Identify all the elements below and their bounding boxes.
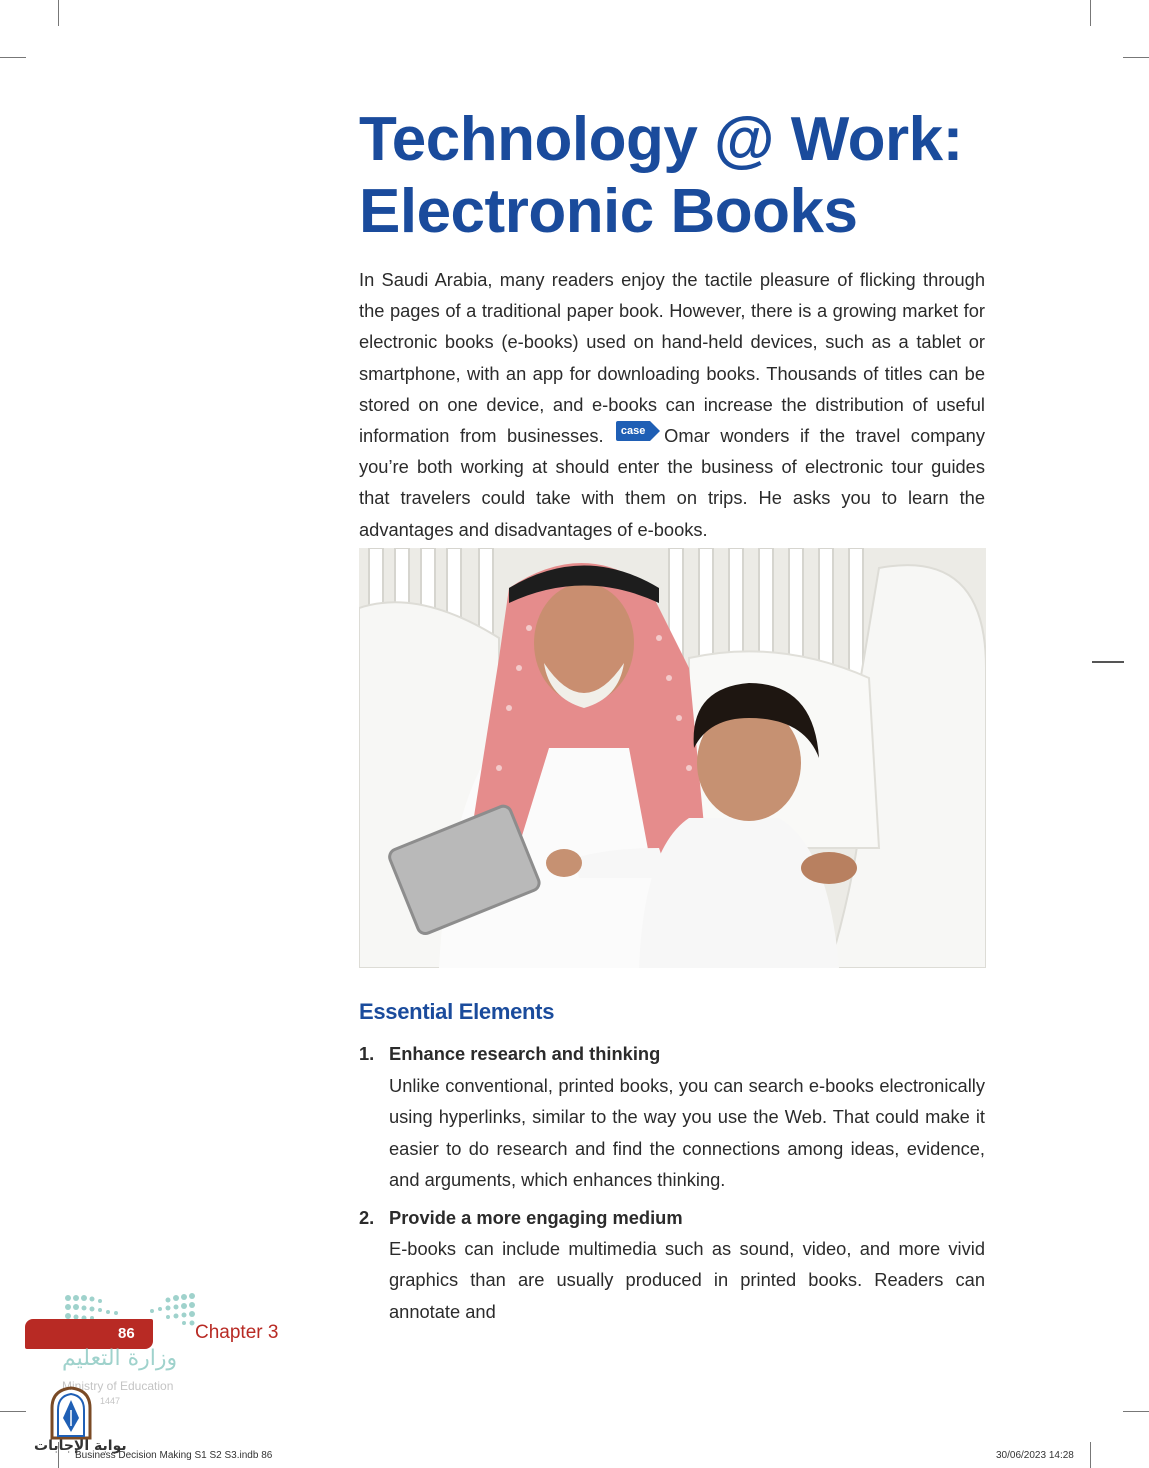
chapter-label: Chapter 3 bbox=[195, 1322, 279, 1343]
footer-file-info: Business Decision Making S1 S2 S3.indb 86 bbox=[75, 1450, 273, 1461]
photo-grandfather-and-child-with-tablet bbox=[359, 548, 986, 968]
list-item-body: Unlike conventional, printed books, you can search e-books electronically using hyperlinks, similar to the way you use the Web. That could make it easier to do research and find the connections among ideas, evidence, and arguments, which enhances thinking. bbox=[389, 1075, 985, 1191]
intro-text-before: In Saudi Arabia, many readers enjoy the tactile pleasure of flicking through the pages of a traditional paper book. However, there is a growing market for electronic books (e-books) used on hand-held devices, such as a tablet or smartphone, with an app for downloading books. Thousands of titles can be stored on one device, and e-books can increase the distribution of useful information from businesses. bbox=[359, 269, 985, 447]
list-item-title-text: Provide a more engaging medium bbox=[389, 1207, 683, 1228]
ministry-english-name: Ministry of Education bbox=[62, 1379, 174, 1393]
footer-date: 30/06/2023 14:28 bbox=[996, 1450, 1074, 1461]
crop-mark bbox=[1090, 1442, 1091, 1468]
intro-text-after: Omar wonders if the travel company you’re both working at should enter the business of electronic tour guides that travelers could take with them on trips. He asks you to learn the advantages and disadvantages of e-books. bbox=[359, 425, 985, 540]
crop-mark bbox=[0, 57, 26, 58]
title-line-2: Electronic Books bbox=[359, 177, 858, 246]
portal-label: بوابة الإجابات bbox=[34, 1438, 127, 1454]
section-heading: Essential Elements bbox=[359, 999, 555, 1024]
crop-mark bbox=[0, 1411, 26, 1412]
case-arrow-tip bbox=[650, 421, 660, 441]
list-item-body: E-books can include multimedia such as sound, video, and more vivid graphics than are usually produced in printed books. Readers can annotate and bbox=[389, 1238, 985, 1322]
crop-mark bbox=[1090, 0, 1091, 26]
case-arrow-icon bbox=[616, 421, 660, 441]
ministry-arabic-name: وزارة التعليم bbox=[62, 1346, 178, 1371]
page-number: 86 bbox=[118, 1325, 135, 1342]
photo-illustration bbox=[359, 548, 986, 968]
crop-mark bbox=[1123, 1411, 1149, 1412]
list-item-number: 2. bbox=[359, 1207, 375, 1228]
list-item-title bbox=[359, 1207, 683, 1229]
crop-mark bbox=[1092, 661, 1124, 663]
list-item-title bbox=[359, 1043, 660, 1065]
title-line-1: Technology @ Work: bbox=[359, 105, 963, 174]
crop-mark bbox=[1123, 57, 1149, 58]
list-item-title-text: Enhance research and thinking bbox=[389, 1043, 661, 1064]
case-label: case bbox=[616, 421, 650, 441]
pen-nib-logo bbox=[48, 1386, 94, 1440]
list-item-number: 1. bbox=[359, 1043, 375, 1064]
page-title bbox=[359, 104, 999, 248]
crop-mark bbox=[58, 0, 59, 26]
intro-paragraph bbox=[359, 264, 985, 545]
ministry-year: 1447 bbox=[100, 1396, 121, 1406]
